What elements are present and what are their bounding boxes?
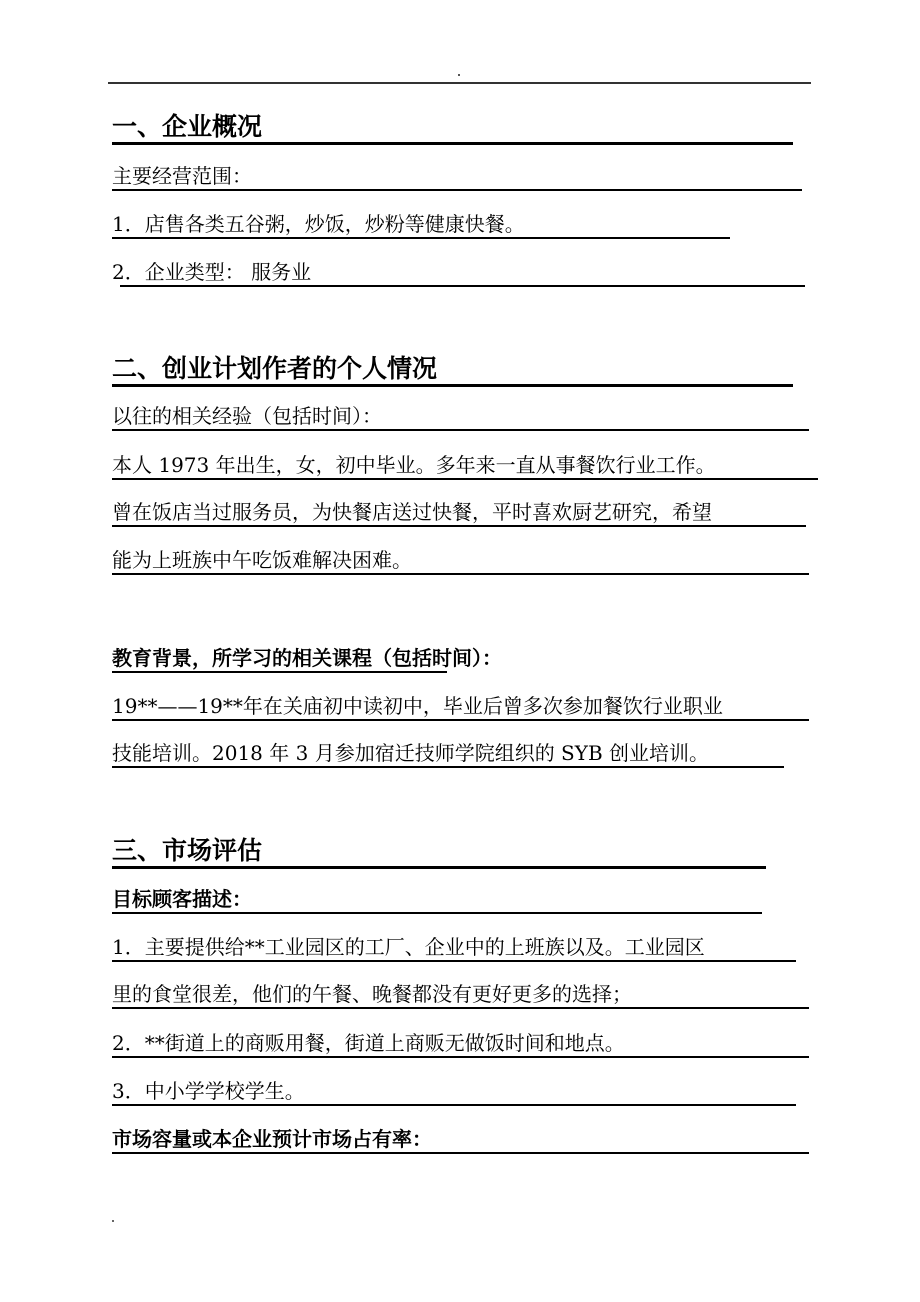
- target-customer-line-1: 1．主要提供给**工业园区的工厂、企业中的上班族以及。工业园区: [112, 935, 705, 959]
- target-customer-line-4: 3．中小学学校学生。: [112, 1079, 305, 1103]
- header-mark: [458, 74, 460, 76]
- section-2-title: 二、创业计划作者的个人情况: [112, 354, 437, 384]
- business-scope-item-1: 1．店售各类五谷粥，炒饭，炒粉等健康快餐。: [112, 212, 525, 236]
- footer-mark: [112, 1220, 114, 1222]
- target-customer-line-3: 2．**街道上的商贩用餐，街道上商贩无做饭时间和地点。: [112, 1031, 625, 1055]
- experience-line-3: 能为上班族中午吃饭难解决困难。: [112, 548, 412, 572]
- business-type-item: 2．企业类型： 服务业: [112, 260, 311, 284]
- education-line-2: 技能培训。2018 年 3 月参加宿迁技师学院组织的 SYB 创业培训。: [112, 741, 709, 765]
- header-rule: [108, 82, 811, 84]
- experience-label: 以往的相关经验（包括时间）：: [112, 404, 382, 428]
- section-3-title: 三、市场评估: [112, 836, 262, 866]
- experience-line-2: 曾在饭店当过服务员，为快餐店送过快餐，平时喜欢厨艺研究，希望: [112, 500, 712, 524]
- target-customer-line-2: 里的食堂很差，他们的午餐、晚餐都没有更好更多的选择；: [112, 982, 632, 1006]
- business-scope-label: 主要经营范围：: [112, 164, 252, 188]
- target-customer-label: 目标顾客描述：: [112, 887, 252, 911]
- education-line-1: 19**——19**年在关庙初中读初中，毕业后曾多次参加餐饮行业职业: [112, 694, 723, 718]
- experience-line-1: 本人 1973 年出生，女，初中毕业。多年来一直从事餐饮行业工作。: [112, 453, 716, 477]
- education-label: 教育背景，所学习的相关课程（包括时间）：: [112, 646, 502, 670]
- market-share-label: 市场容量或本企业预计市场占有率：: [112, 1127, 432, 1151]
- section-1-title: 一、企业概况: [112, 112, 262, 142]
